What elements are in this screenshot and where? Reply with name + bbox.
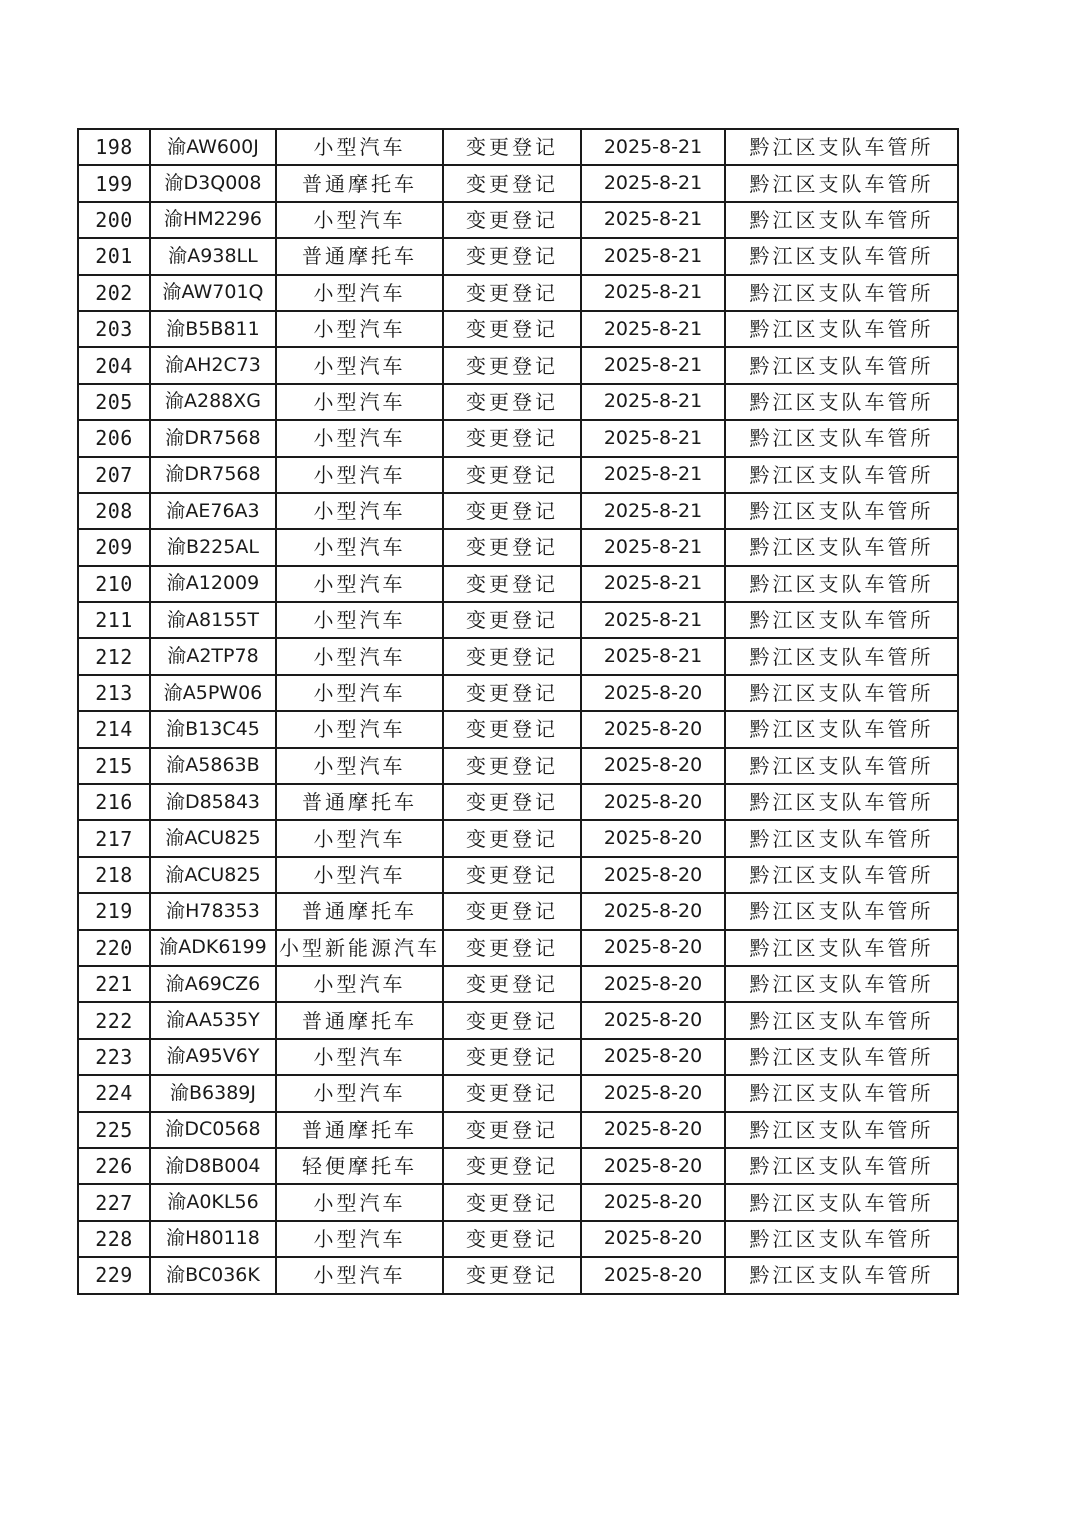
cell-business-type: 变更登记 (443, 493, 581, 529)
table-row (78, 784, 958, 820)
cell-vehicle-type: 小型汽车 (276, 566, 443, 602)
cell-business-type: 变更登记 (443, 1039, 581, 1075)
cell-number: 229 (78, 1257, 150, 1293)
table-row (78, 202, 958, 238)
cell-number: 198 (78, 129, 150, 165)
table-row (78, 275, 958, 311)
cell-number: 211 (78, 602, 150, 638)
cell-vehicle-type: 小型汽车 (276, 311, 443, 347)
cell-business-type: 变更登记 (443, 384, 581, 420)
cell-business-type: 变更登记 (443, 275, 581, 311)
cell-business-type: 变更登记 (443, 420, 581, 456)
cell-number: 212 (78, 638, 150, 674)
cell-date: 2025-8-20 (581, 820, 725, 856)
table-row (78, 384, 958, 420)
table-row (78, 1039, 958, 1075)
cell-number: 220 (78, 930, 150, 966)
cell-plate: 渝A8155T (150, 602, 276, 638)
cell-date: 2025-8-20 (581, 1075, 725, 1111)
cell-plate: 渝B13C45 (150, 711, 276, 747)
cell-business-type: 变更登记 (443, 784, 581, 820)
cell-plate: 渝A12009 (150, 566, 276, 602)
cell-number: 206 (78, 420, 150, 456)
table-row (78, 457, 958, 493)
cell-date: 2025-8-20 (581, 1221, 725, 1257)
cell-office: 黔江区支队车管所 (725, 384, 958, 420)
cell-number: 200 (78, 202, 150, 238)
cell-vehicle-type: 普通摩托车 (276, 893, 443, 929)
cell-number: 219 (78, 893, 150, 929)
cell-business-type: 变更登记 (443, 711, 581, 747)
table-row (78, 857, 958, 893)
cell-number: 213 (78, 675, 150, 711)
cell-office: 黔江区支队车管所 (725, 165, 958, 201)
cell-vehicle-type: 小型汽车 (276, 347, 443, 383)
cell-date: 2025-8-21 (581, 238, 725, 274)
cell-office: 黔江区支队车管所 (725, 711, 958, 747)
cell-vehicle-type: 小型汽车 (276, 275, 443, 311)
cell-number: 215 (78, 748, 150, 784)
cell-vehicle-type: 小型汽车 (276, 820, 443, 856)
cell-office: 黔江区支队车管所 (725, 202, 958, 238)
cell-date: 2025-8-20 (581, 675, 725, 711)
cell-business-type: 变更登记 (443, 1112, 581, 1148)
cell-number: 222 (78, 1002, 150, 1038)
cell-office: 黔江区支队车管所 (725, 1112, 958, 1148)
cell-business-type: 变更登记 (443, 1221, 581, 1257)
cell-office: 黔江区支队车管所 (725, 638, 958, 674)
cell-number: 218 (78, 857, 150, 893)
cell-vehicle-type: 小型汽车 (276, 1039, 443, 1075)
cell-vehicle-type: 普通摩托车 (276, 238, 443, 274)
table-row (78, 1221, 958, 1257)
cell-plate: 渝D8B004 (150, 1148, 276, 1184)
cell-plate: 渝B6389J (150, 1075, 276, 1111)
cell-date: 2025-8-21 (581, 457, 725, 493)
cell-date: 2025-8-21 (581, 347, 725, 383)
cell-business-type: 变更登记 (443, 311, 581, 347)
cell-business-type: 变更登记 (443, 566, 581, 602)
cell-plate: 渝AE76A3 (150, 493, 276, 529)
table-row (78, 602, 958, 638)
cell-vehicle-type: 小型汽车 (276, 420, 443, 456)
cell-number: 209 (78, 529, 150, 565)
cell-vehicle-type: 小型汽车 (276, 748, 443, 784)
cell-number: 205 (78, 384, 150, 420)
table-row (78, 1075, 958, 1111)
cell-date: 2025-8-20 (581, 1039, 725, 1075)
cell-office: 黔江区支队车管所 (725, 420, 958, 456)
table-row (78, 347, 958, 383)
cell-business-type: 变更登记 (443, 602, 581, 638)
cell-vehicle-type: 小型汽车 (276, 1221, 443, 1257)
cell-office: 黔江区支队车管所 (725, 675, 958, 711)
cell-vehicle-type: 小型新能源汽车 (276, 930, 443, 966)
cell-business-type: 变更登记 (443, 675, 581, 711)
cell-office: 黔江区支队车管所 (725, 457, 958, 493)
cell-plate: 渝AA535Y (150, 1002, 276, 1038)
cell-date: 2025-8-20 (581, 966, 725, 1002)
cell-date: 2025-8-21 (581, 566, 725, 602)
cell-number: 210 (78, 566, 150, 602)
table-row (78, 129, 958, 165)
table-row (78, 1002, 958, 1038)
cell-date: 2025-8-21 (581, 493, 725, 529)
cell-office: 黔江区支队车管所 (725, 1039, 958, 1075)
cell-number: 228 (78, 1221, 150, 1257)
cell-plate: 渝A69CZ6 (150, 966, 276, 1002)
cell-date: 2025-8-21 (581, 202, 725, 238)
cell-date: 2025-8-21 (581, 420, 725, 456)
table-row (78, 1112, 958, 1148)
cell-date: 2025-8-20 (581, 1112, 725, 1148)
cell-vehicle-type: 小型汽车 (276, 1075, 443, 1111)
cell-office: 黔江区支队车管所 (725, 1184, 958, 1220)
cell-date: 2025-8-21 (581, 165, 725, 201)
cell-business-type: 变更登记 (443, 930, 581, 966)
table-row (78, 930, 958, 966)
cell-business-type: 变更登记 (443, 165, 581, 201)
cell-office: 黔江区支队车管所 (725, 857, 958, 893)
cell-plate: 渝H78353 (150, 893, 276, 929)
cell-number: 217 (78, 820, 150, 856)
cell-date: 2025-8-20 (581, 1148, 725, 1184)
cell-office: 黔江区支队车管所 (725, 1257, 958, 1293)
cell-date: 2025-8-20 (581, 930, 725, 966)
cell-plate: 渝A5PW06 (150, 675, 276, 711)
cell-vehicle-type: 小型汽车 (276, 202, 443, 238)
cell-number: 227 (78, 1184, 150, 1220)
table-row (78, 529, 958, 565)
cell-office: 黔江区支队车管所 (725, 1075, 958, 1111)
table-row (78, 311, 958, 347)
cell-office: 黔江区支队车管所 (725, 238, 958, 274)
table-row (78, 820, 958, 856)
cell-number: 201 (78, 238, 150, 274)
cell-number: 204 (78, 347, 150, 383)
cell-plate: 渝D3Q008 (150, 165, 276, 201)
cell-plate: 渝D85843 (150, 784, 276, 820)
cell-office: 黔江区支队车管所 (725, 529, 958, 565)
table-row (78, 1184, 958, 1220)
table-row (78, 893, 958, 929)
cell-office: 黔江区支队车管所 (725, 1002, 958, 1038)
cell-business-type: 变更登记 (443, 129, 581, 165)
cell-number: 216 (78, 784, 150, 820)
table-row (78, 420, 958, 456)
cell-plate: 渝A288XG (150, 384, 276, 420)
cell-vehicle-type: 小型汽车 (276, 638, 443, 674)
table-row (78, 966, 958, 1002)
cell-number: 223 (78, 1039, 150, 1075)
cell-plate: 渝DC0568 (150, 1112, 276, 1148)
cell-office: 黔江区支队车管所 (725, 311, 958, 347)
cell-vehicle-type: 小型汽车 (276, 711, 443, 747)
cell-date: 2025-8-21 (581, 638, 725, 674)
cell-vehicle-type: 普通摩托车 (276, 1112, 443, 1148)
cell-business-type: 变更登记 (443, 1002, 581, 1038)
cell-business-type: 变更登记 (443, 638, 581, 674)
cell-office: 黔江区支队车管所 (725, 784, 958, 820)
table-body (78, 129, 958, 1294)
cell-plate: 渝AH2C73 (150, 347, 276, 383)
cell-business-type: 变更登记 (443, 748, 581, 784)
cell-vehicle-type: 小型汽车 (276, 1257, 443, 1293)
cell-date: 2025-8-21 (581, 384, 725, 420)
cell-office: 黔江区支队车管所 (725, 930, 958, 966)
registration-table (77, 128, 959, 1295)
cell-office: 黔江区支队车管所 (725, 347, 958, 383)
cell-plate: 渝DR7568 (150, 420, 276, 456)
cell-number: 199 (78, 165, 150, 201)
cell-date: 2025-8-21 (581, 602, 725, 638)
cell-office: 黔江区支队车管所 (725, 1148, 958, 1184)
cell-office: 黔江区支队车管所 (725, 966, 958, 1002)
cell-date: 2025-8-20 (581, 711, 725, 747)
cell-date: 2025-8-21 (581, 311, 725, 347)
cell-business-type: 变更登记 (443, 347, 581, 383)
cell-date: 2025-8-21 (581, 529, 725, 565)
cell-plate: 渝ACU825 (150, 857, 276, 893)
cell-vehicle-type: 小型汽车 (276, 675, 443, 711)
cell-plate: 渝A95V6Y (150, 1039, 276, 1075)
cell-date: 2025-8-20 (581, 1002, 725, 1038)
cell-office: 黔江区支队车管所 (725, 1221, 958, 1257)
cell-office: 黔江区支队车管所 (725, 893, 958, 929)
table-row (78, 493, 958, 529)
cell-office: 黔江区支队车管所 (725, 566, 958, 602)
cell-business-type: 变更登记 (443, 457, 581, 493)
table-row (78, 1257, 958, 1293)
cell-plate: 渝BC036K (150, 1257, 276, 1293)
cell-number: 225 (78, 1112, 150, 1148)
cell-business-type: 变更登记 (443, 893, 581, 929)
cell-plate: 渝DR7568 (150, 457, 276, 493)
cell-business-type: 变更登记 (443, 1075, 581, 1111)
cell-vehicle-type: 小型汽车 (276, 493, 443, 529)
table-row (78, 711, 958, 747)
cell-office: 黔江区支队车管所 (725, 493, 958, 529)
cell-office: 黔江区支队车管所 (725, 820, 958, 856)
cell-number: 202 (78, 275, 150, 311)
cell-office: 黔江区支队车管所 (725, 129, 958, 165)
cell-date: 2025-8-21 (581, 129, 725, 165)
cell-plate: 渝HM2296 (150, 202, 276, 238)
cell-vehicle-type: 小型汽车 (276, 129, 443, 165)
cell-number: 214 (78, 711, 150, 747)
cell-number: 226 (78, 1148, 150, 1184)
cell-plate: 渝AW600J (150, 129, 276, 165)
cell-business-type: 变更登记 (443, 1184, 581, 1220)
cell-date: 2025-8-20 (581, 857, 725, 893)
cell-vehicle-type: 小型汽车 (276, 457, 443, 493)
cell-vehicle-type: 小型汽车 (276, 966, 443, 1002)
cell-business-type: 变更登记 (443, 529, 581, 565)
table-row (78, 165, 958, 201)
table-row (78, 1148, 958, 1184)
cell-business-type: 变更登记 (443, 820, 581, 856)
cell-number: 221 (78, 966, 150, 1002)
cell-vehicle-type: 小型汽车 (276, 384, 443, 420)
cell-vehicle-type: 轻便摩托车 (276, 1148, 443, 1184)
cell-plate: 渝A0KL56 (150, 1184, 276, 1220)
table-row (78, 675, 958, 711)
cell-date: 2025-8-20 (581, 748, 725, 784)
cell-vehicle-type: 普通摩托车 (276, 165, 443, 201)
cell-plate: 渝B225AL (150, 529, 276, 565)
cell-business-type: 变更登记 (443, 202, 581, 238)
cell-business-type: 变更登记 (443, 857, 581, 893)
cell-vehicle-type: 小型汽车 (276, 529, 443, 565)
cell-date: 2025-8-20 (581, 1184, 725, 1220)
cell-vehicle-type: 小型汽车 (276, 857, 443, 893)
cell-plate: 渝ACU825 (150, 820, 276, 856)
cell-business-type: 变更登记 (443, 238, 581, 274)
cell-vehicle-type: 小型汽车 (276, 602, 443, 638)
cell-business-type: 变更登记 (443, 1148, 581, 1184)
cell-number: 207 (78, 457, 150, 493)
cell-plate: 渝H80118 (150, 1221, 276, 1257)
table-row (78, 638, 958, 674)
cell-office: 黔江区支队车管所 (725, 275, 958, 311)
cell-number: 208 (78, 493, 150, 529)
cell-plate: 渝A5863B (150, 748, 276, 784)
cell-office: 黔江区支队车管所 (725, 748, 958, 784)
cell-plate: 渝A938LL (150, 238, 276, 274)
cell-plate: 渝A2TP78 (150, 638, 276, 674)
cell-plate: 渝AW701Q (150, 275, 276, 311)
table-row (78, 566, 958, 602)
cell-vehicle-type: 小型汽车 (276, 1184, 443, 1220)
cell-date: 2025-8-20 (581, 893, 725, 929)
cell-plate: 渝ADK6199 (150, 930, 276, 966)
cell-date: 2025-8-20 (581, 1257, 725, 1293)
cell-vehicle-type: 普通摩托车 (276, 1002, 443, 1038)
cell-vehicle-type: 普通摩托车 (276, 784, 443, 820)
cell-number: 203 (78, 311, 150, 347)
cell-number: 224 (78, 1075, 150, 1111)
cell-date: 2025-8-21 (581, 275, 725, 311)
cell-business-type: 变更登记 (443, 966, 581, 1002)
table-row (78, 748, 958, 784)
table-row (78, 238, 958, 274)
cell-business-type: 变更登记 (443, 1257, 581, 1293)
cell-date: 2025-8-20 (581, 784, 725, 820)
cell-plate: 渝B5B811 (150, 311, 276, 347)
cell-office: 黔江区支队车管所 (725, 602, 958, 638)
